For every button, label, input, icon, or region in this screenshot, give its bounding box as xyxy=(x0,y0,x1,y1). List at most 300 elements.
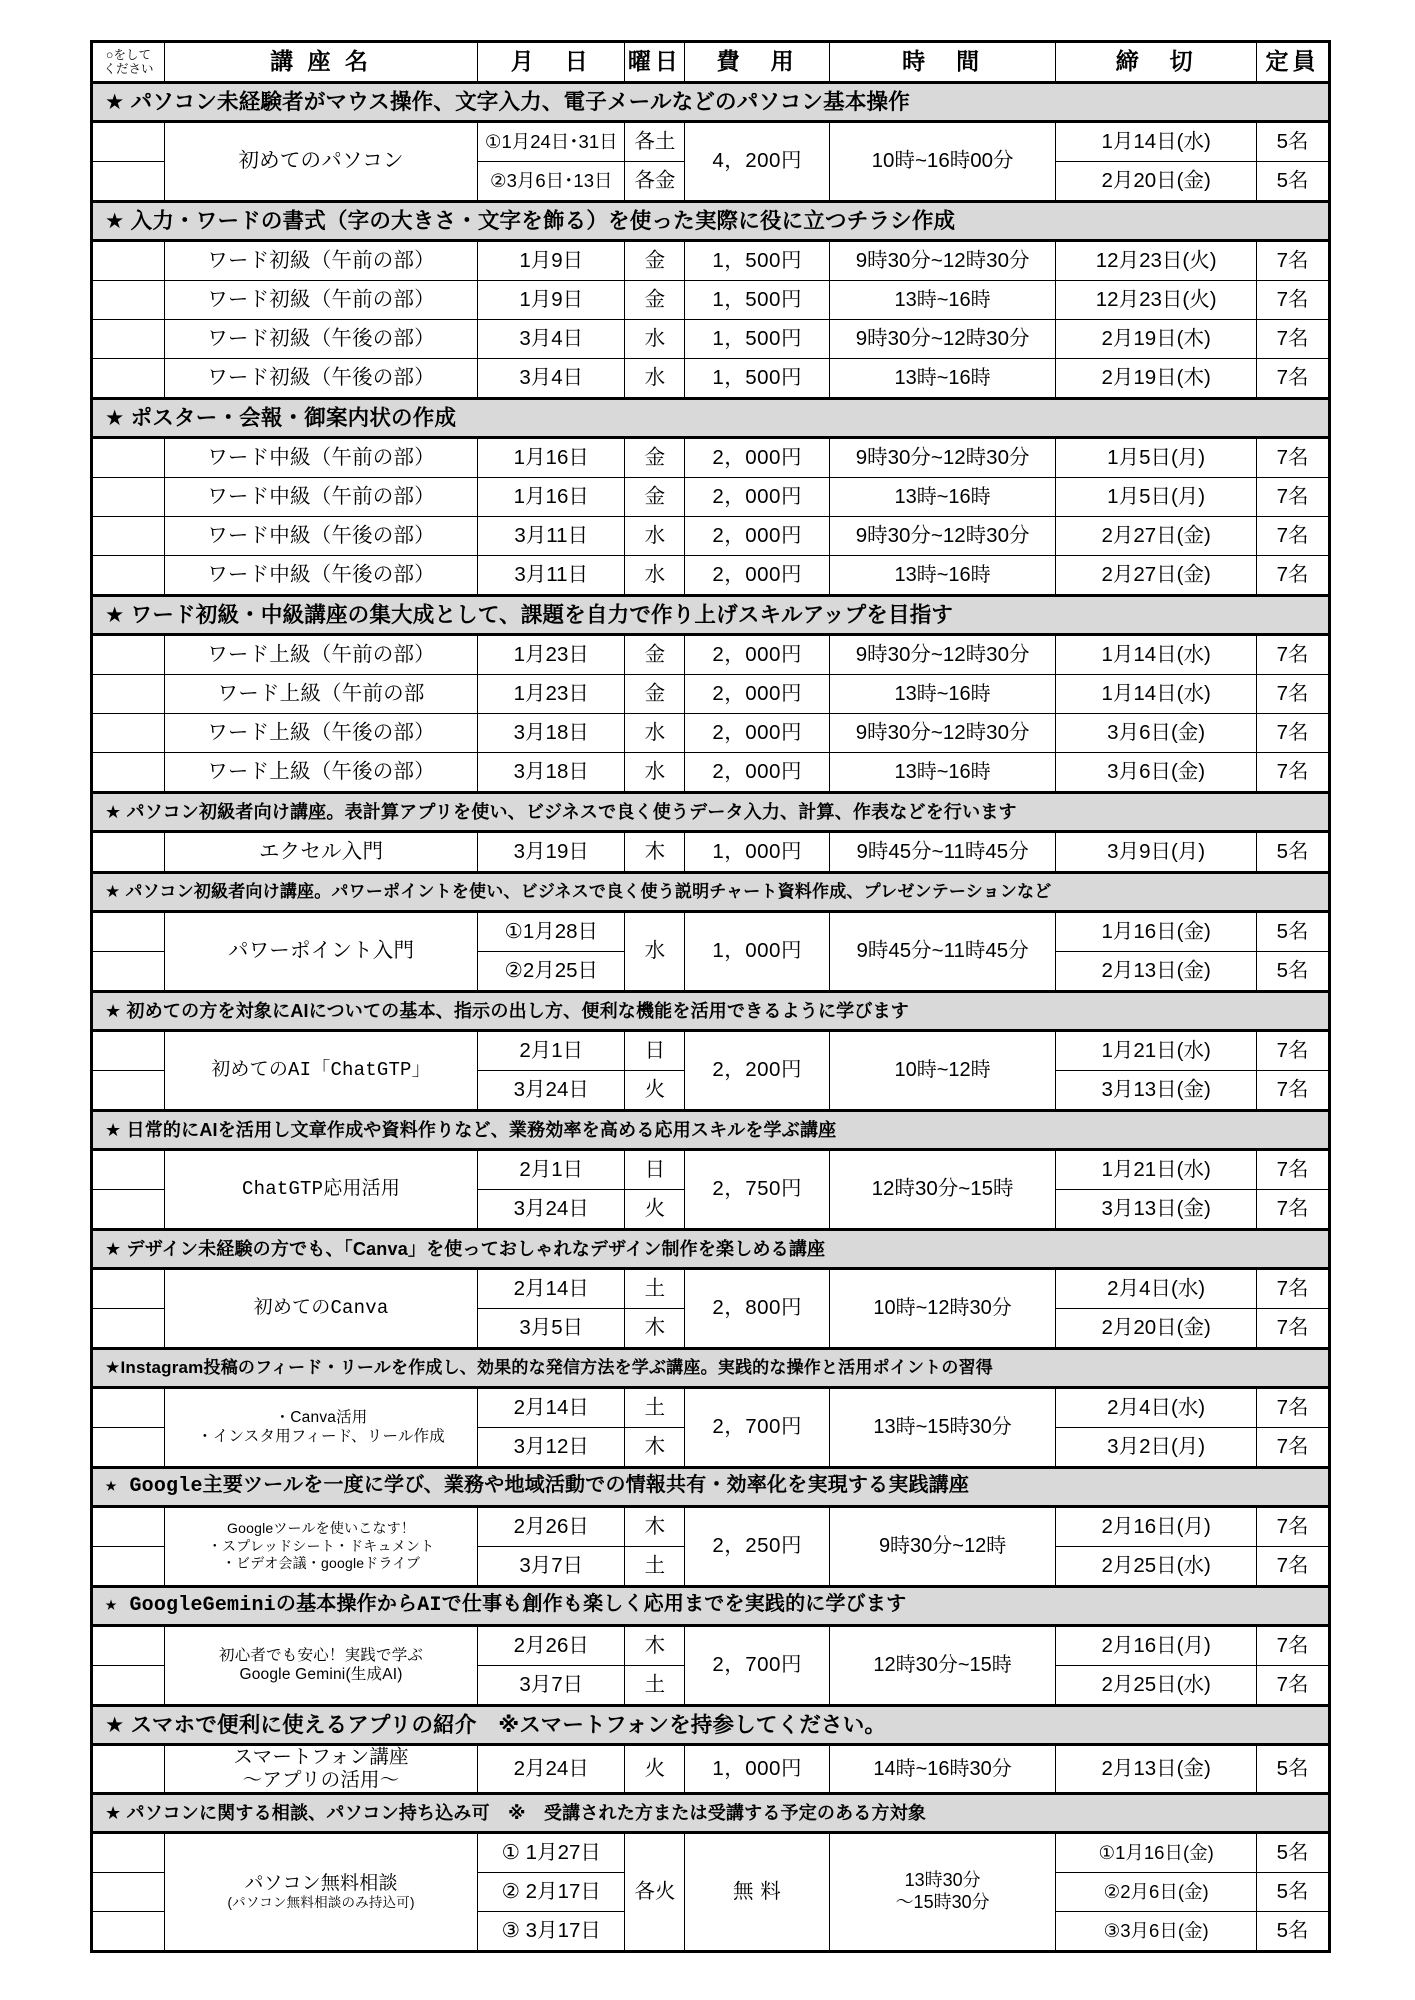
row-dow: 金 xyxy=(625,281,685,320)
row-capacity: 7名 xyxy=(1257,320,1330,359)
row-dow: 水 xyxy=(625,320,685,359)
row-deadline: ③3月6日(金) xyxy=(1056,1912,1257,1952)
table-header-row xyxy=(92,42,1330,83)
row-time: 14時~16時30分 xyxy=(829,1745,1055,1794)
row-date: ③ 3月17日 xyxy=(478,1912,625,1952)
row-deadline: 1月14日(水) xyxy=(1056,635,1257,675)
table-row xyxy=(92,753,1330,793)
row-date: 3月4日 xyxy=(478,320,625,359)
row-date: 2月26日 xyxy=(478,1626,625,1666)
row-course-name-line1: パソコン無料相談 xyxy=(244,1873,398,1895)
row-fee: 2，800円 xyxy=(685,1269,830,1349)
row-course-name: ワード初級（午後の部） xyxy=(164,359,477,399)
row-course-name xyxy=(164,1745,477,1794)
row-checkbox-cell[interactable] xyxy=(92,320,165,359)
header-course-name: 講 座 名 xyxy=(164,42,477,83)
row-dow: 木 xyxy=(625,1507,685,1547)
row-capacity: 7名 xyxy=(1257,1626,1330,1666)
row-deadline: 2月27日(金) xyxy=(1056,556,1257,596)
row-date: ①1月28日 xyxy=(478,912,625,952)
row-dow: 土 xyxy=(625,1269,685,1309)
row-fee: 1，500円 xyxy=(685,241,830,281)
row-date: 2月14日 xyxy=(478,1269,625,1309)
section-banner xyxy=(92,992,1330,1031)
row-checkbox-cell[interactable] xyxy=(92,1507,165,1547)
row-time: 9時30分~12時30分 xyxy=(829,635,1055,675)
row-checkbox-cell[interactable] xyxy=(92,478,165,517)
row-deadline: 2月20日(金) xyxy=(1056,1309,1257,1349)
row-checkbox-cell[interactable] xyxy=(92,753,165,793)
row-time: 13時~16時 xyxy=(829,753,1055,793)
row-dow: 火 xyxy=(625,1745,685,1794)
row-deadline: 3月2日(月) xyxy=(1056,1428,1257,1468)
section-banner-text: ★ Google主要ツールを一度に学び、業務や地域活動での情報共有・効率化を実現する実践講座 xyxy=(92,1468,1330,1507)
section-banner-text: ★ パソコン初級者向け講座。表計算アプリを使い、ビジネスで良く使うデータ入力、計算、作表などを行います xyxy=(92,793,1330,832)
section-banner-text: ★ パソコン初級者向け講座。パワーポイントを使い、ビジネスで良く使う説明チャート資料作成、プレゼンテーションなど xyxy=(92,873,1330,912)
row-capacity: 7名 xyxy=(1257,478,1330,517)
table-row xyxy=(92,122,1330,162)
row-capacity: 5名 xyxy=(1257,1912,1330,1952)
row-date: ①1月24日･31日 xyxy=(478,122,625,162)
table-row xyxy=(92,1507,1330,1547)
row-fee: 4，200円 xyxy=(685,122,830,202)
row-deadline: ①1月16日(金) xyxy=(1056,1833,1257,1873)
section-banner xyxy=(92,83,1330,122)
section-banner-text: ★ ポスター・会報・御案内状の作成 xyxy=(92,399,1330,438)
row-date: 3月7日 xyxy=(478,1666,625,1706)
section-banner xyxy=(92,1468,1330,1507)
row-capacity: 5名 xyxy=(1257,1745,1330,1794)
section-banner xyxy=(92,1111,1330,1150)
row-dow: 金 xyxy=(625,635,685,675)
table-row xyxy=(92,832,1330,873)
row-course-name: ワード上級（午前の部 xyxy=(164,675,477,714)
row-date: 2月24日 xyxy=(478,1745,625,1794)
section-banner-text: ★ 日常的にAIを活用し文章作成や資料作りなど、業務効率を高める応用スキルを学ぶ講座 xyxy=(92,1111,1330,1150)
row-capacity: 7名 xyxy=(1257,359,1330,399)
row-dow: 木 xyxy=(625,832,685,873)
row-time: 9時30分~12時30分 xyxy=(829,517,1055,556)
course-schedule-table xyxy=(90,40,1331,1953)
row-capacity: 5名 xyxy=(1257,912,1330,952)
row-course-name-line1: ・Canva活用 xyxy=(274,1408,368,1426)
row-dow: 火 xyxy=(625,1190,685,1230)
row-dow: 水 xyxy=(625,912,685,992)
row-fee: 1，000円 xyxy=(685,912,830,992)
row-capacity: 7名 xyxy=(1257,714,1330,753)
row-fee: 2，000円 xyxy=(685,675,830,714)
row-time: 10時~16時00分 xyxy=(829,122,1055,202)
row-capacity: 7名 xyxy=(1257,1309,1330,1349)
row-course-name-note: (パソコン無料相談のみ持込可) xyxy=(227,1895,415,1911)
row-dow: 木 xyxy=(625,1309,685,1349)
section-banner xyxy=(92,1587,1330,1626)
row-capacity: 7名 xyxy=(1257,281,1330,320)
row-checkbox-cell[interactable] xyxy=(92,1873,165,1912)
row-deadline: 2月19日(木) xyxy=(1056,359,1257,399)
row-time: 9時30分~12時30分 xyxy=(829,241,1055,281)
row-time: 13時~16時 xyxy=(829,478,1055,517)
row-date: 3月7日 xyxy=(478,1547,625,1587)
row-course-name: ワード上級（午前の部） xyxy=(164,635,477,675)
row-course-name: ChatGTP応用活用 xyxy=(164,1150,477,1230)
row-checkbox-cell[interactable] xyxy=(92,1031,165,1071)
row-time: 9時30分~12時 xyxy=(829,1507,1055,1587)
row-checkbox-cell[interactable] xyxy=(92,1547,165,1587)
row-deadline: 2月13日(金) xyxy=(1056,1745,1257,1794)
row-fee: 2，000円 xyxy=(685,556,830,596)
row-time: 9時30分~12時30分 xyxy=(829,714,1055,753)
section-banner xyxy=(92,202,1330,241)
row-checkbox-cell[interactable] xyxy=(92,1745,165,1794)
row-capacity: 7名 xyxy=(1257,753,1330,793)
row-deadline: 3月6日(金) xyxy=(1056,714,1257,753)
row-course-name: パワーポイント入門 xyxy=(164,912,477,992)
row-capacity: 5名 xyxy=(1257,832,1330,873)
row-course-name xyxy=(164,1507,477,1587)
row-time: 13時~15時30分 xyxy=(829,1388,1055,1468)
row-course-name: ワード中級（午前の部） xyxy=(164,478,477,517)
row-course-name: 初めてのCanva xyxy=(164,1269,477,1349)
row-fee: 1，000円 xyxy=(685,1745,830,1794)
row-deadline: 2月4日(水) xyxy=(1056,1388,1257,1428)
table-row xyxy=(92,1626,1330,1666)
row-fee: 2，000円 xyxy=(685,438,830,478)
row-checkbox-cell[interactable] xyxy=(92,122,165,162)
table-row xyxy=(92,241,1330,281)
row-checkbox-cell[interactable] xyxy=(92,714,165,753)
section-banner xyxy=(92,1349,1330,1388)
table-row xyxy=(92,556,1330,596)
row-checkbox-cell[interactable] xyxy=(92,281,165,320)
row-checkbox-cell[interactable] xyxy=(92,359,165,399)
row-date: ②2月25日 xyxy=(478,952,625,992)
table-row xyxy=(92,1269,1330,1309)
row-date: 1月23日 xyxy=(478,675,625,714)
row-time: 13時~16時 xyxy=(829,675,1055,714)
table-row xyxy=(92,517,1330,556)
row-fee: 2，000円 xyxy=(685,635,830,675)
row-course-name-line1: Googleツールを使いこなす！ xyxy=(227,1520,416,1537)
row-fee: 2，200円 xyxy=(685,1031,830,1111)
row-date: 3月4日 xyxy=(478,359,625,399)
row-time: 10時~12時30分 xyxy=(829,1269,1055,1349)
row-course-name xyxy=(164,1833,477,1952)
row-date: ① 1月27日 xyxy=(478,1833,625,1873)
row-deadline: 2月27日(金) xyxy=(1056,517,1257,556)
row-fee: 2，700円 xyxy=(685,1626,830,1706)
row-date: 2月14日 xyxy=(478,1388,625,1428)
header-capacity: 定員 xyxy=(1257,42,1330,83)
row-checkbox-cell[interactable] xyxy=(92,675,165,714)
row-dow: 木 xyxy=(625,1428,685,1468)
row-checkbox-cell[interactable] xyxy=(92,1626,165,1666)
section-banner-text: ★ スマホで便利に使えるアプリの紹介 ※スマートフォンを持参してください。 xyxy=(92,1706,1330,1745)
row-course-name: ワード中級（午後の部） xyxy=(164,556,477,596)
row-course-name-line2: ・スプレッドシート・ドキュメント xyxy=(207,1537,435,1554)
row-time: 12時30分~15時 xyxy=(829,1150,1055,1230)
row-course-name xyxy=(164,1388,477,1468)
row-deadline: 2月25日(水) xyxy=(1056,1666,1257,1706)
row-course-name: エクセル入門 xyxy=(164,832,477,873)
section-banner xyxy=(92,873,1330,912)
row-checkbox-cell[interactable] xyxy=(92,517,165,556)
row-checkbox-cell[interactable] xyxy=(92,1190,165,1230)
header-mark-line1: ○をして xyxy=(105,48,151,62)
row-capacity: 7名 xyxy=(1257,635,1330,675)
row-fee: 2，000円 xyxy=(685,517,830,556)
row-time: 10時~12時 xyxy=(829,1031,1055,1111)
row-dow: 土 xyxy=(625,1666,685,1706)
row-capacity: 5名 xyxy=(1257,162,1330,202)
header-circle-mark xyxy=(92,42,165,83)
row-fee: 1，500円 xyxy=(685,281,830,320)
row-course-name: ワード中級（午前の部） xyxy=(164,438,477,478)
row-fee: 2，750円 xyxy=(685,1150,830,1230)
row-date: 3月12日 xyxy=(478,1428,625,1468)
row-date: 1月16日 xyxy=(478,478,625,517)
row-course-name: ワード初級（午前の部） xyxy=(164,281,477,320)
row-checkbox-cell[interactable] xyxy=(92,1150,165,1190)
section-banner-text: ★ GoogleGeminiの基本操作からAIで仕事も創作も楽しく応用までを実践的に学びます xyxy=(92,1587,1330,1626)
row-date: ②3月6日･13日 xyxy=(478,162,625,202)
row-capacity: 7名 xyxy=(1257,556,1330,596)
row-course-name: ワード中級（午後の部） xyxy=(164,517,477,556)
row-course-name: ワード上級（午後の部） xyxy=(164,714,477,753)
row-fee: 1，500円 xyxy=(685,320,830,359)
row-capacity: 7名 xyxy=(1257,1190,1330,1230)
row-capacity: 5名 xyxy=(1257,952,1330,992)
row-checkbox-cell[interactable] xyxy=(92,1071,165,1111)
table-row xyxy=(92,1833,1330,1873)
row-fee: 2，700円 xyxy=(685,1388,830,1468)
row-dow: 日 xyxy=(625,1150,685,1190)
row-deadline: 1月14日(水) xyxy=(1056,122,1257,162)
row-time: 9時45分~11時45分 xyxy=(829,832,1055,873)
row-deadline: 2月20日(金) xyxy=(1056,162,1257,202)
row-deadline: 1月21日(水) xyxy=(1056,1031,1257,1071)
table-row xyxy=(92,675,1330,714)
header-date: 月 日 xyxy=(478,42,625,83)
table-row xyxy=(92,912,1330,952)
row-checkbox-cell[interactable] xyxy=(92,1309,165,1349)
row-checkbox-cell[interactable] xyxy=(92,1269,165,1309)
row-capacity: 7名 xyxy=(1257,1666,1330,1706)
row-deadline: 2月16日(月) xyxy=(1056,1626,1257,1666)
row-capacity: 5名 xyxy=(1257,1833,1330,1873)
row-deadline: 2月4日(水) xyxy=(1056,1269,1257,1309)
header-time: 時 間 xyxy=(829,42,1055,83)
row-checkbox-cell[interactable] xyxy=(92,1428,165,1468)
table-row xyxy=(92,320,1330,359)
row-checkbox-cell[interactable] xyxy=(92,832,165,873)
section-banner xyxy=(92,596,1330,635)
row-capacity: 7名 xyxy=(1257,438,1330,478)
row-capacity: 7名 xyxy=(1257,1428,1330,1468)
section-banner-text: ★Instagram投稿のフィード・リールを作成し、効果的な発信方法を学ぶ講座。実践的な操作と活用ポイントの習得 xyxy=(92,1349,1330,1388)
section-banner-text: ★ パソコン未経験者がマウス操作、文字入力、電子メールなどのパソコン基本操作 xyxy=(92,83,1330,122)
row-capacity: 7名 xyxy=(1257,1150,1330,1190)
header-dow: 曜日 xyxy=(625,42,685,83)
header-fee: 費 用 xyxy=(685,42,830,83)
row-dow: 水 xyxy=(625,517,685,556)
row-checkbox-cell[interactable] xyxy=(92,556,165,596)
row-course-name-line2: Google Gemini(生成AI) xyxy=(239,1665,403,1683)
row-fee: 2，250円 xyxy=(685,1507,830,1587)
row-time: 13時~16時 xyxy=(829,359,1055,399)
section-banner-text: ★ デザイン未経験の方でも、「Canva」を使っておしゃれなデザイン制作を楽しめる講座 xyxy=(92,1230,1330,1269)
row-time: 9時30分~12時30分 xyxy=(829,320,1055,359)
row-checkbox-cell[interactable] xyxy=(92,162,165,202)
row-date: 3月24日 xyxy=(478,1190,625,1230)
row-capacity: 5名 xyxy=(1257,1873,1330,1912)
row-checkbox-cell[interactable] xyxy=(92,1388,165,1428)
row-time: 13時~16時 xyxy=(829,281,1055,320)
section-banner-text: ★ パソコンに関する相談、パソコン持ち込み可 ※ 受講された方または受講する予定のある方対象 xyxy=(92,1794,1330,1833)
row-date: 3月11日 xyxy=(478,556,625,596)
row-date: ② 2月17日 xyxy=(478,1873,625,1912)
row-date: 3月19日 xyxy=(478,832,625,873)
table-row xyxy=(92,1388,1330,1428)
row-date: 1月9日 xyxy=(478,281,625,320)
row-dow: 土 xyxy=(625,1547,685,1587)
row-dow: 水 xyxy=(625,359,685,399)
row-dow: 火 xyxy=(625,1071,685,1111)
row-dow: 各金 xyxy=(625,162,685,202)
section-banner xyxy=(92,399,1330,438)
row-course-name: ワード上級（午後の部） xyxy=(164,753,477,793)
row-deadline: 1月16日(金) xyxy=(1056,912,1257,952)
section-banner-text: ★ 初めての方を対象にAIについての基本、指示の出し方、便利な機能を活用できるように学びます xyxy=(92,992,1330,1031)
row-deadline: 2月16日(月) xyxy=(1056,1507,1257,1547)
header-deadline: 締 切 xyxy=(1056,42,1257,83)
row-dow: 金 xyxy=(625,241,685,281)
row-deadline: 3月13日(金) xyxy=(1056,1071,1257,1111)
row-checkbox-cell[interactable] xyxy=(92,241,165,281)
section-banner-text: ★ 入力・ワードの書式（字の大きさ・文字を飾る）を使った実際に役に立つチラシ作成 xyxy=(92,202,1330,241)
row-capacity: 7名 xyxy=(1257,675,1330,714)
row-course-name-line3: ・ビデオ会議・googleドライブ xyxy=(221,1555,421,1572)
row-course-name: ワード初級（午後の部） xyxy=(164,320,477,359)
row-time: 9時45分~11時45分 xyxy=(829,912,1055,992)
row-course-name-line2: ・インスタ用フィード、リール作成 xyxy=(197,1427,445,1445)
row-deadline: 1月5日(月) xyxy=(1056,478,1257,517)
row-fee: 2，000円 xyxy=(685,478,830,517)
row-capacity: 7名 xyxy=(1257,1507,1330,1547)
row-date: 3月18日 xyxy=(478,714,625,753)
row-deadline: 2月19日(木) xyxy=(1056,320,1257,359)
row-course-name: 初めてのパソコン xyxy=(164,122,477,202)
row-checkbox-cell[interactable] xyxy=(92,438,165,478)
row-dow: 水 xyxy=(625,556,685,596)
row-deadline: 12月23日(火) xyxy=(1056,241,1257,281)
row-dow: 金 xyxy=(625,675,685,714)
row-deadline: 1月21日(水) xyxy=(1056,1150,1257,1190)
table-row xyxy=(92,635,1330,675)
row-deadline: ②2月6日(金) xyxy=(1056,1873,1257,1912)
row-course-name-line1: スマートフォン講座 xyxy=(233,1746,409,1768)
row-checkbox-cell[interactable] xyxy=(92,952,165,992)
table-row xyxy=(92,359,1330,399)
header-mark-line2: ください xyxy=(103,62,154,76)
row-dow: 日 xyxy=(625,1031,685,1071)
row-checkbox-cell[interactable] xyxy=(92,1833,165,1873)
row-date: 1月16日 xyxy=(478,438,625,478)
row-checkbox-cell[interactable] xyxy=(92,1666,165,1706)
row-deadline: 3月6日(金) xyxy=(1056,753,1257,793)
row-dow: 金 xyxy=(625,478,685,517)
row-deadline: 1月5日(月) xyxy=(1056,438,1257,478)
row-checkbox-cell[interactable] xyxy=(92,635,165,675)
row-time-line2: ～15時30分 xyxy=(895,1892,990,1912)
row-deadline: 2月25日(水) xyxy=(1056,1547,1257,1587)
row-fee: 1，000円 xyxy=(685,832,830,873)
table-row xyxy=(92,281,1330,320)
table-row xyxy=(92,438,1330,478)
row-deadline: 12月23日(火) xyxy=(1056,281,1257,320)
row-fee: 2，000円 xyxy=(685,714,830,753)
row-dow: 水 xyxy=(625,753,685,793)
row-date: 1月23日 xyxy=(478,635,625,675)
section-banner-text: ★ ワード初級・中級講座の集大成として、課題を自力で作り上げスキルアップを目指す xyxy=(92,596,1330,635)
row-date: 3月11日 xyxy=(478,517,625,556)
row-deadline: 2月13日(金) xyxy=(1056,952,1257,992)
row-checkbox-cell[interactable] xyxy=(92,1912,165,1952)
row-course-name xyxy=(164,1626,477,1706)
row-date: 3月24日 xyxy=(478,1071,625,1111)
section-banner xyxy=(92,1230,1330,1269)
row-dow: 金 xyxy=(625,438,685,478)
row-dow: 木 xyxy=(625,1626,685,1666)
row-time-line1: 13時30分 xyxy=(904,1870,981,1891)
row-deadline: 1月14日(水) xyxy=(1056,675,1257,714)
row-date: 2月26日 xyxy=(478,1507,625,1547)
row-checkbox-cell[interactable] xyxy=(92,912,165,952)
section-banner xyxy=(92,1706,1330,1745)
section-banner xyxy=(92,793,1330,832)
row-dow: 各土 xyxy=(625,122,685,162)
row-time: 12時30分~15時 xyxy=(829,1626,1055,1706)
row-course-name: ワード初級（午前の部） xyxy=(164,241,477,281)
row-dow: 水 xyxy=(625,714,685,753)
row-date: 2月1日 xyxy=(478,1031,625,1071)
section-banner xyxy=(92,1794,1330,1833)
row-capacity: 7名 xyxy=(1257,1388,1330,1428)
row-date: 1月9日 xyxy=(478,241,625,281)
row-date: 3月18日 xyxy=(478,753,625,793)
row-time: 13時~16時 xyxy=(829,556,1055,596)
row-capacity: 7名 xyxy=(1257,241,1330,281)
table-row xyxy=(92,1745,1330,1794)
table-row xyxy=(92,478,1330,517)
table-row xyxy=(92,1031,1330,1071)
row-fee: 1，500円 xyxy=(685,359,830,399)
row-capacity: 7名 xyxy=(1257,1269,1330,1309)
row-course-name-line2: ～アプリの活用～ xyxy=(242,1769,400,1791)
row-time: 9時30分~12時30分 xyxy=(829,438,1055,478)
row-date: 3月5日 xyxy=(478,1309,625,1349)
row-capacity: 7名 xyxy=(1257,1071,1330,1111)
row-deadline: 3月9日(月) xyxy=(1056,832,1257,873)
table-row xyxy=(92,1150,1330,1190)
row-capacity: 7名 xyxy=(1257,1031,1330,1071)
row-capacity: 7名 xyxy=(1257,1547,1330,1587)
table-row xyxy=(92,714,1330,753)
row-dow: 各火 xyxy=(625,1833,685,1952)
row-capacity: 7名 xyxy=(1257,517,1330,556)
row-course-name-line1: 初心者でも安心！実践で学ぶ xyxy=(219,1646,424,1664)
row-dow: 土 xyxy=(625,1388,685,1428)
